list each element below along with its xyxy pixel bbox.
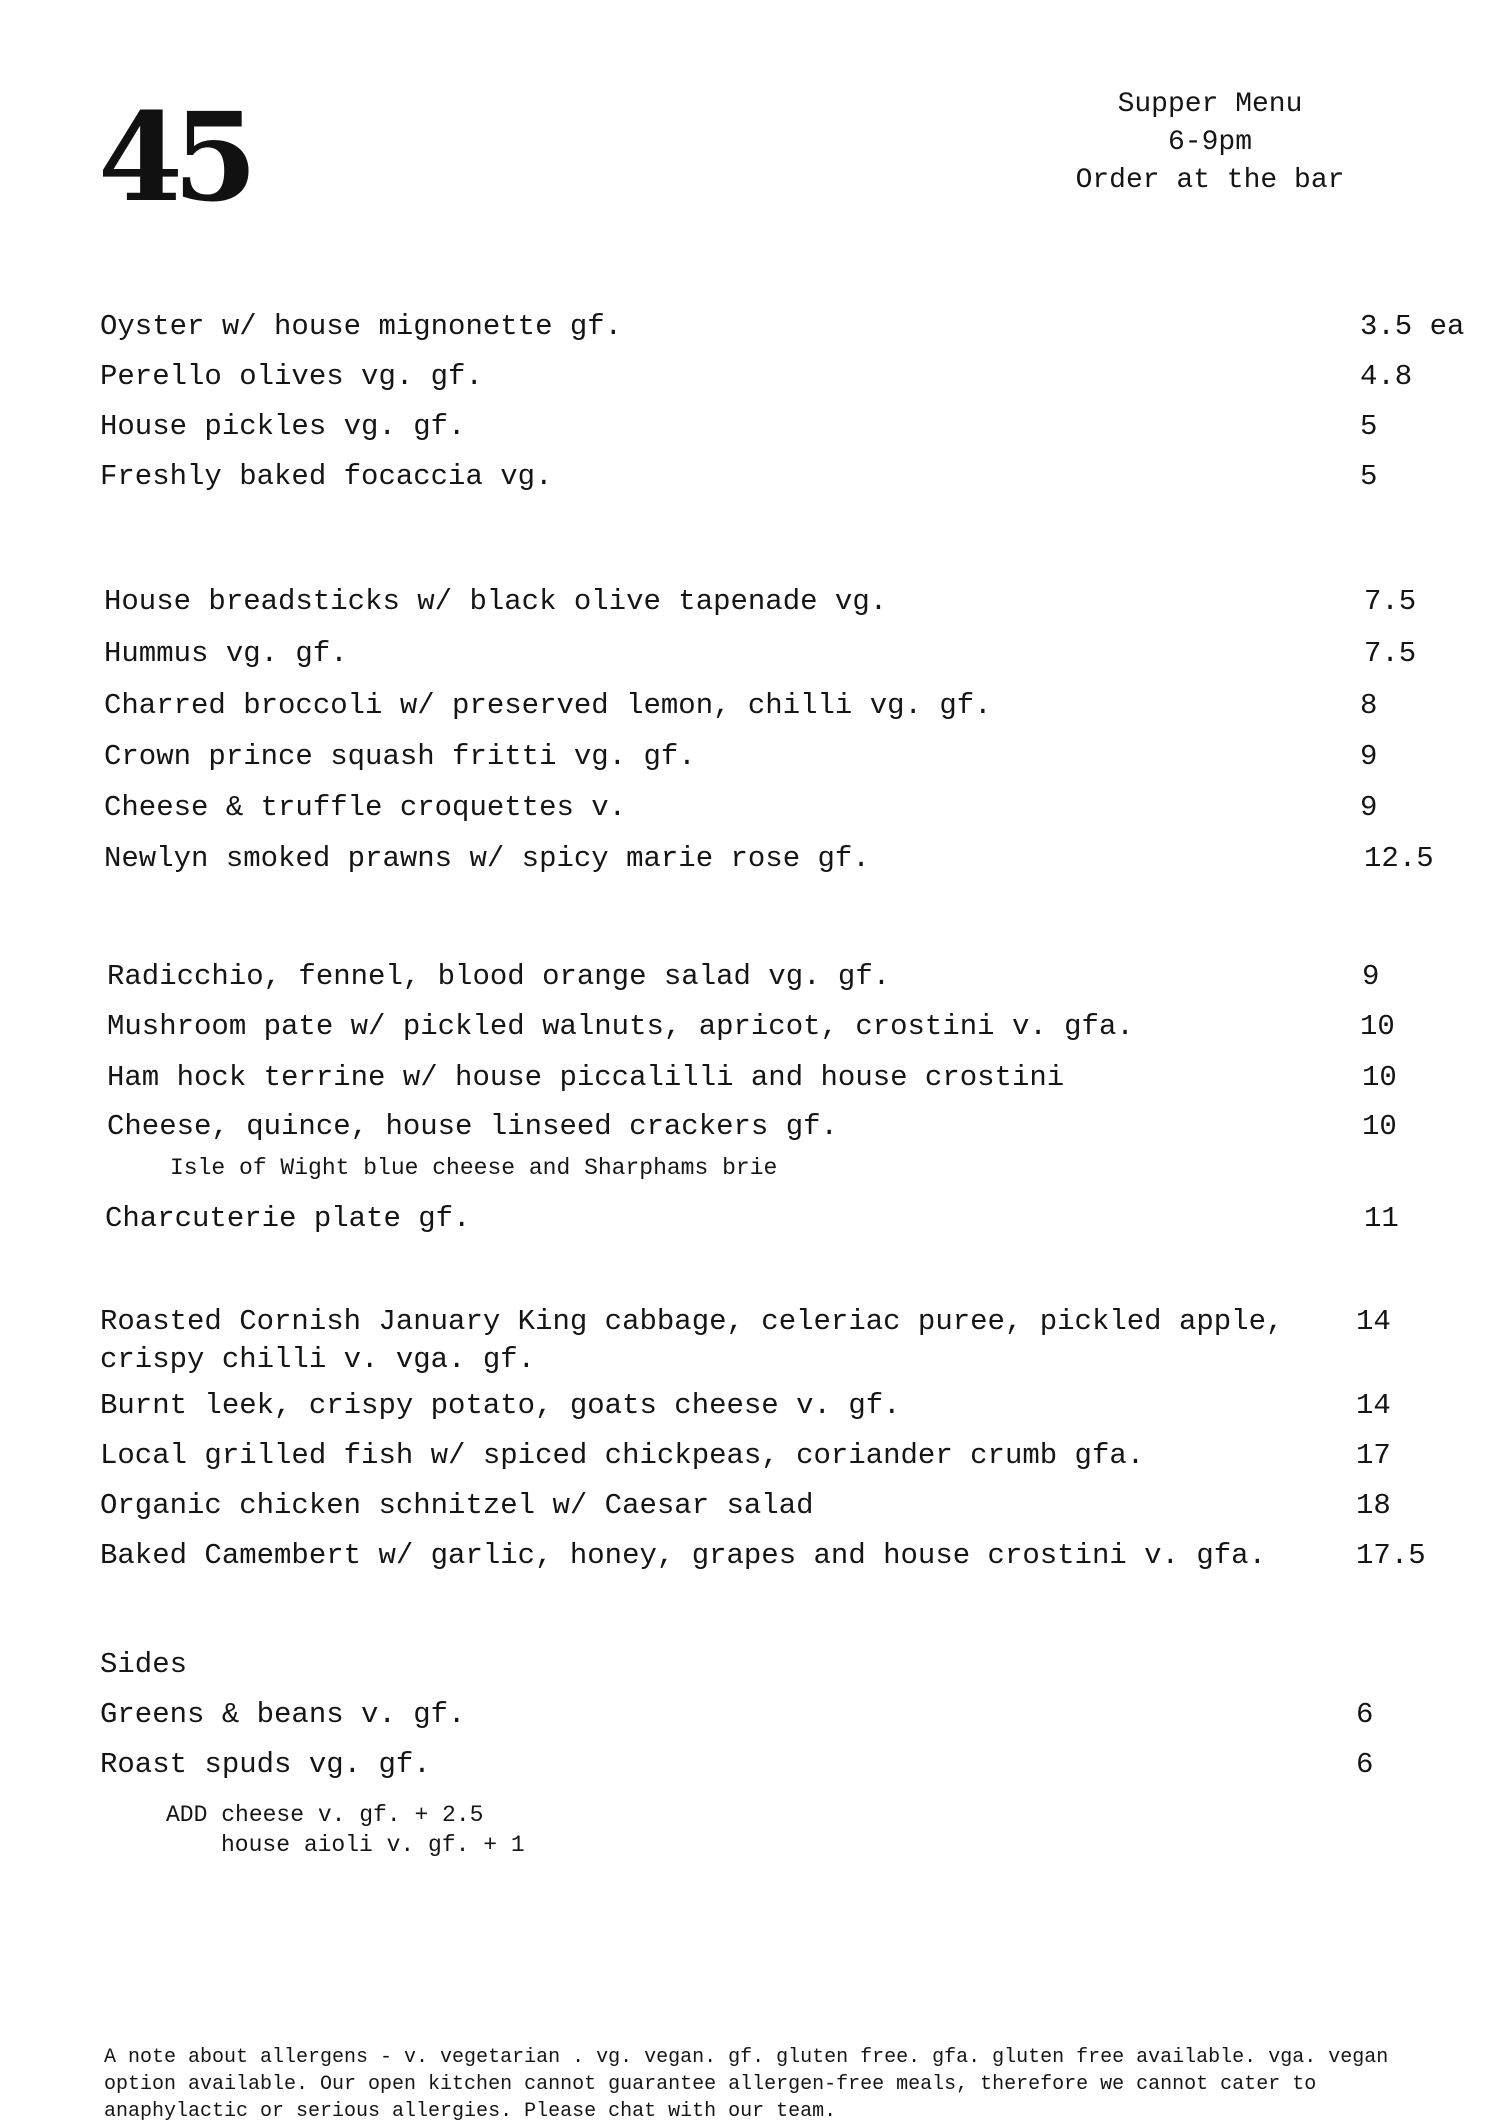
menu-item-price: 14	[1356, 1389, 1391, 1422]
allergen-note-line3: anaphylactic or serious allergies. Please chat with our team.	[104, 2100, 837, 2123]
menu-item	[100, 410, 1480, 460]
menu-item	[100, 1389, 1480, 1439]
menu-item	[100, 1698, 1480, 1748]
menu-section-small-plates	[104, 585, 1484, 893]
menu-section-large-plates	[100, 1303, 1480, 1589]
menu-item	[104, 791, 1484, 842]
menu-item-price: 7.5	[1364, 585, 1417, 618]
menu-item-price: 12.5	[1364, 842, 1434, 875]
menu-item-price: 6	[1356, 1748, 1374, 1781]
menu-item-name: Hummus vg. gf.	[104, 637, 348, 670]
menu-item-name: Charred broccoli w/ preserved lemon, chilli vg. gf.	[104, 689, 992, 722]
menu-item-price: 6	[1356, 1698, 1374, 1731]
menu-item-name: Greens & beans v. gf.	[100, 1698, 466, 1731]
sides-add-on-2: house aioli v. gf. + 1	[221, 1832, 525, 1858]
menu-item-name: Ham hock terrine w/ house piccalilli and house crostini	[107, 1061, 1065, 1094]
menu-item-price: 9	[1362, 960, 1380, 993]
menu-item-name: Freshly baked focaccia vg.	[100, 460, 553, 493]
menu-item-price: 3.5 ea	[1360, 310, 1465, 343]
menu-item-price: 4.8	[1360, 360, 1413, 393]
menu-item	[107, 1110, 1487, 1202]
order-instruction: Order at the bar	[1075, 165, 1345, 196]
allergen-note-line2: option available. Our open kitchen cannot guarantee allergen-free meals, therefore we cannot cater to	[104, 2073, 1317, 2096]
menu-item-price: 14	[1356, 1305, 1391, 1338]
menu-item-name: Roast spuds vg. gf.	[100, 1748, 431, 1781]
menu-item-price: 8	[1360, 689, 1378, 722]
menu-item	[100, 1748, 1480, 1798]
menu-item-note: Isle of Wight blue cheese and Sharphams brie	[170, 1155, 778, 1181]
menu-item	[100, 460, 1480, 510]
menu-title: Supper Menu	[1117, 89, 1303, 120]
allergen-note	[104, 2044, 1464, 2125]
menu-section-plates	[107, 960, 1487, 1252]
menu-item	[100, 1303, 1480, 1389]
sides-add-on-1: ADD cheese v. gf. + 2.5	[166, 1802, 484, 1828]
menu-item-name: Burnt leek, crispy potato, goats cheese v. gf.	[100, 1389, 901, 1422]
menu-item-price: 5	[1360, 410, 1378, 443]
menu-item-price: 9	[1360, 740, 1378, 773]
menu-item	[100, 1489, 1480, 1539]
menu-item	[100, 1439, 1480, 1489]
menu-item-name: Newlyn smoked prawns w/ spicy marie rose gf.	[104, 842, 870, 875]
menu-item-name: Mushroom pate w/ pickled walnuts, apricot, crostini v. gfa.	[107, 1010, 1134, 1043]
menu-item-price: 9	[1360, 791, 1378, 824]
menu-item	[107, 1010, 1487, 1061]
menu-item-name: House breadsticks w/ black olive tapenade vg.	[104, 585, 888, 618]
menu-item	[104, 740, 1484, 791]
menu-item-price: 17.5	[1356, 1539, 1426, 1572]
logo-text: 45	[98, 85, 248, 229]
menu-item-name-line1: Roasted Cornish January King cabbage, celeriac puree, pickled apple,	[100, 1305, 1284, 1338]
menu-item-name: Local grilled fish w/ spiced chickpeas, coriander crumb gfa.	[100, 1439, 1145, 1472]
menu-item-price: 18	[1356, 1489, 1391, 1522]
menu-item	[107, 1202, 1487, 1252]
menu-item	[104, 585, 1484, 637]
menu-section-snacks	[100, 310, 1480, 510]
sides-heading: Sides	[100, 1648, 188, 1681]
menu-item-price: 10	[1360, 1010, 1395, 1043]
menu-item-name: Radicchio, fennel, blood orange salad vg. gf.	[107, 960, 891, 993]
menu-item-name: Charcuterie plate gf.	[105, 1202, 471, 1235]
menu-item-price: 17	[1356, 1439, 1391, 1472]
menu-item-name: Cheese, quince, house linseed crackers gf.	[107, 1110, 838, 1143]
menu-item-price: 10	[1362, 1061, 1397, 1094]
restaurant-logo	[98, 85, 248, 229]
menu-item	[107, 960, 1487, 1010]
service-hours: 6-9pm	[1167, 127, 1252, 158]
menu-item-name: Crown prince squash fritti vg. gf.	[104, 740, 696, 773]
menu-item	[100, 310, 1480, 360]
menu-item-price: 11	[1364, 1202, 1399, 1235]
menu-item-price: 10	[1362, 1110, 1397, 1143]
menu-item-name: Baked Camembert w/ garlic, honey, grapes and house crostini v. gfa.	[100, 1539, 1266, 1572]
menu-item-name: Oyster w/ house mignonette gf.	[100, 310, 623, 343]
menu-header	[1050, 86, 1370, 200]
menu-item	[100, 1539, 1480, 1589]
menu-item	[107, 1061, 1487, 1110]
menu-item-name: Organic chicken schnitzel w/ Caesar salad	[100, 1489, 814, 1522]
menu-item	[104, 842, 1484, 893]
allergen-note-line1: A note about allergens - v. vegetarian . vg. vegan. gf. gluten free. gfa. gluten free available. vga. vegan	[104, 2046, 1389, 2069]
menu-item-name-line2: crispy chilli v. vga. gf.	[100, 1343, 536, 1376]
menu-item-name: Perello olives vg. gf.	[100, 360, 483, 393]
menu-item-name: House pickles vg. gf.	[100, 410, 466, 443]
menu-item	[104, 689, 1484, 740]
menu-item	[100, 360, 1480, 410]
menu-item	[104, 637, 1484, 689]
menu-item-price: 7.5	[1364, 637, 1417, 670]
menu-section-sides	[100, 1648, 1480, 1860]
menu-item-name: Cheese & truffle croquettes v.	[104, 791, 627, 824]
menu-item-price: 5	[1360, 460, 1378, 493]
